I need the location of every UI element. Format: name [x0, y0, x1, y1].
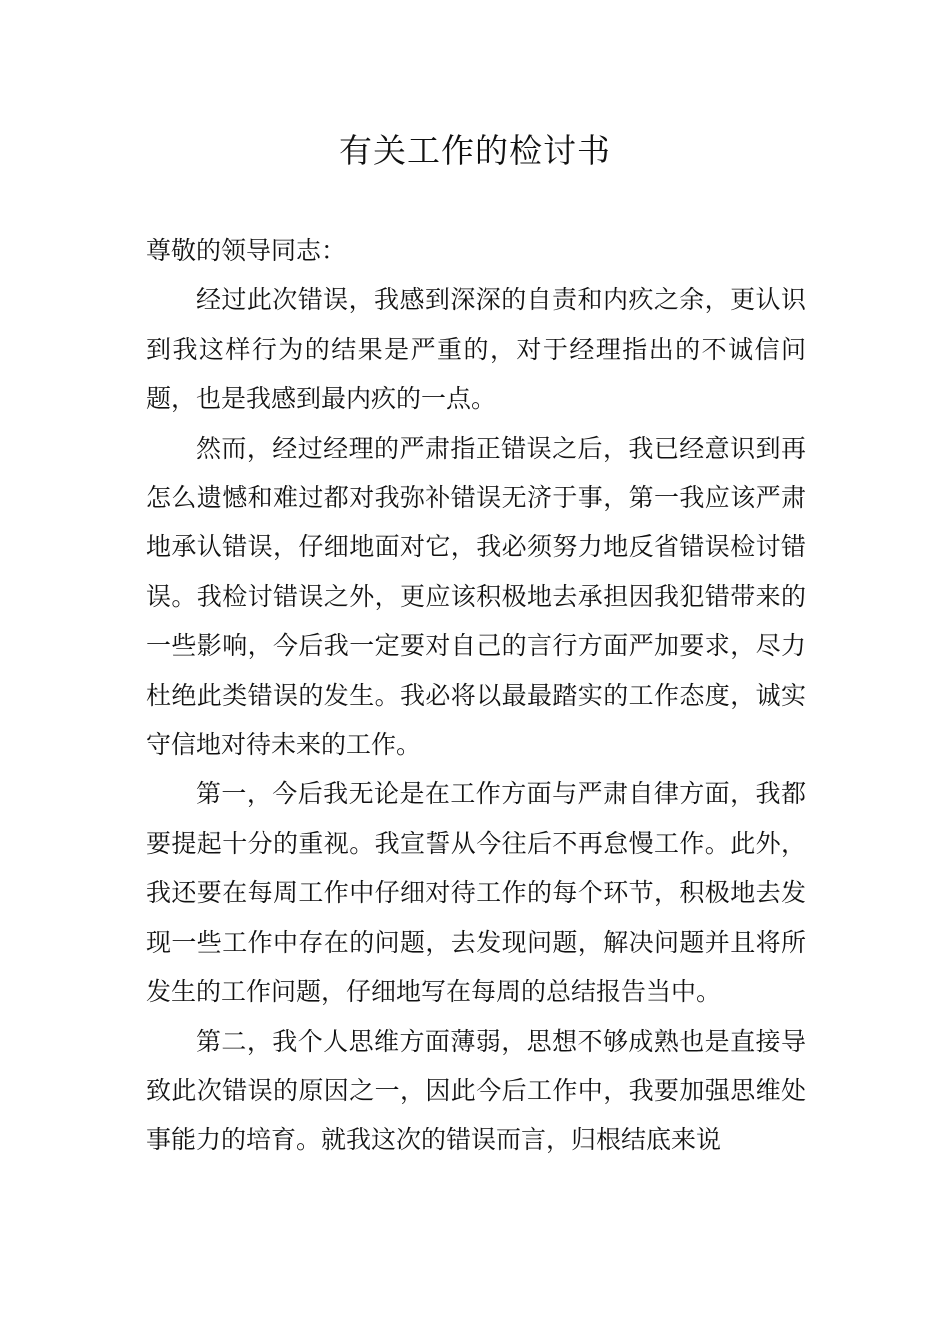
salutation: 尊敬的领导同志： — [146, 236, 347, 265]
paragraph-1: 经过此次错误，我感到深深的自责和内疚之余，更认识到我这样行为的结果是严重的，对于经理指出的不诚信问题，也是我感到最内疚的一点。 — [146, 285, 806, 414]
paragraph-2: 然而，经过经理的严肃指正错误之后，我已经意识到再怎么遗憾和难过都对我弥补错误无济于事，第一我应该严肃地承认错误，仔细地面对它，我必须努力地反省错误检讨错误。我检讨错误之外，更应该积极地去承担因我犯错带来的一些影响，今后我一定要对自己的言行方面严加要求，尽力杜绝此类错误的发生。我必将以最最踏实的工作态度，诚实守信地对待未来的工作。 — [146, 433, 806, 760]
paragraph-3: 第一，今后我无论是在工作方面与严肃自律方面，我都要提起十分的重视。我宣誓从今往后不再怠慢工作。此外，我还要在每周工作中仔细对待工作的每个环节，积极地去发现一些工作中存在的问题，去发现问题，解决问题并且将所发生的工作问题，仔细地写在每周的总结报告当中。 — [146, 779, 806, 1007]
document-title: 有关工作的检讨书 — [339, 131, 611, 170]
paragraph-4: 第二，我个人思维方面薄弱，思想不够成熟也是直接导致此次错误的原因之一，因此今后工作中，我要加强思维处事能力的培育。就我这次的错误而言，归根结底来说 — [146, 1026, 806, 1155]
document-body — [146, 226, 806, 1165]
